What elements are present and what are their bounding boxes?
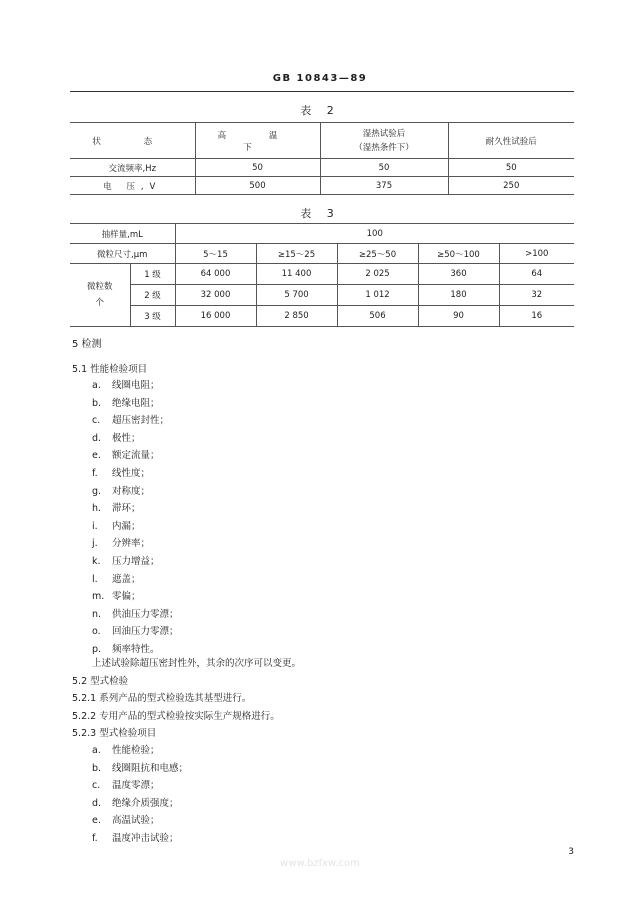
list-item: o. 回油压力零漂；	[92, 626, 179, 638]
table2-row-label: 电 压,V	[70, 177, 195, 195]
table3-size: >100	[499, 244, 574, 264]
table3	[70, 223, 574, 327]
list-item: g. 对称度；	[92, 485, 151, 497]
list-item: d. 绝缘介质强度；	[92, 797, 179, 809]
list-item: a. 线圈电阻；	[92, 380, 160, 391]
list-item: n. 供油压力零漂；	[92, 608, 179, 620]
table3-size: ≥25～50	[337, 244, 418, 264]
header-rule	[70, 91, 574, 92]
table3-count-label: 微粒数 个	[70, 264, 130, 327]
list-item: c. 温度零漂；	[92, 780, 160, 792]
table3-grade: 1 级	[130, 264, 175, 285]
table3-cell: 2 850	[256, 306, 337, 327]
list-item: e. 高温试验；	[92, 815, 160, 827]
watermark: www.bzfxw.com	[280, 858, 360, 869]
table3-cell: 5 700	[256, 285, 337, 306]
table3-size: 5～15	[175, 244, 256, 264]
table3-cell: 90	[418, 306, 499, 327]
list-item: i. 内漏；	[92, 520, 141, 532]
table2-cell: 500	[195, 177, 320, 195]
list-item: j. 分辨率；	[92, 538, 151, 550]
list-item: a. 性能检验；	[92, 745, 160, 756]
list-item: f. 线性度；	[92, 467, 151, 479]
table3-cell: 506	[337, 306, 418, 327]
table3-cell: 180	[418, 285, 499, 306]
table2-cell: 375	[320, 177, 448, 195]
table3-cell: 32	[499, 285, 574, 306]
table2-header-damp: 湿热试验后 （湿热条件下）	[320, 123, 448, 159]
section-5-1-note: 上述试验除超压密封性外，其余的次序可以变更。	[92, 658, 302, 669]
table2-cell: 50	[448, 159, 574, 177]
table3-cell: 16	[499, 306, 574, 327]
section-5-1-list	[92, 377, 179, 659]
table3-cell: 64 000	[175, 264, 256, 285]
table2-header-state: 状 态	[70, 123, 195, 159]
list-item: e. 额定流量；	[92, 450, 160, 462]
list-item: h. 滞环；	[92, 503, 141, 515]
table3-cell: 2 025	[337, 264, 418, 285]
list-item: b. 绝缘电阻；	[92, 397, 160, 409]
list-item: m. 零偏；	[92, 591, 141, 603]
table3-sample-value: 100	[175, 224, 574, 244]
table3-cell: 11 400	[256, 264, 337, 285]
table3-caption: 表 3	[300, 207, 340, 220]
table3-cell: 360	[418, 264, 499, 285]
list-item: k. 压力增益；	[92, 555, 160, 567]
table2-row-label: 交流频率,Hz	[70, 159, 195, 177]
table2-cell: 50	[320, 159, 448, 177]
list-item: b. 线圈阻抗和电感；	[92, 762, 189, 774]
list-item: c. 超压密封性；	[92, 415, 170, 427]
section-5-2-3-list	[92, 742, 188, 848]
table3-grade: 3 级	[130, 306, 175, 327]
section-5-2-3: 5.2.3 型式检验项目	[72, 728, 157, 739]
table3-size: ≥50～100	[418, 244, 499, 264]
section-5-2-1: 5.2.1 系列产品的型式检验选其基型进行。	[72, 693, 252, 704]
table3-size-label: 微粒尺寸,μm	[70, 244, 175, 264]
table2-cell: 50	[195, 159, 320, 177]
list-item: p. 频率特性。	[92, 643, 160, 655]
table2-header-durability: 耐久性试验后	[448, 123, 574, 159]
table2	[70, 122, 574, 195]
section-5-2-2: 5.2.2 专用产品的型式检验按实际生产规格进行。	[72, 711, 280, 722]
table3-cell: 64	[499, 264, 574, 285]
table3-cell: 32 000	[175, 285, 256, 306]
page-number: 3	[568, 847, 574, 857]
table2-header-hightemp: 高 温 下	[195, 123, 320, 159]
section-5-title: 5 检测	[72, 339, 102, 350]
list-item: d. 极性；	[92, 432, 141, 444]
table2-cell: 250	[448, 177, 574, 195]
table2-caption: 表 2	[300, 104, 340, 117]
document-header: GB 10843—89	[272, 73, 368, 84]
table3-grade: 2 级	[130, 285, 175, 306]
section-5-2-title: 5.2 型式检验	[72, 676, 129, 687]
table3-cell: 1 012	[337, 285, 418, 306]
table3-cell: 16 000	[175, 306, 256, 327]
section-5-1-title: 5.1 性能检验项目	[72, 364, 148, 375]
table3-sample-label: 抽样量,mL	[70, 224, 175, 244]
list-item: l. 遮盖；	[92, 573, 141, 585]
list-item: f. 温度冲击试验；	[92, 832, 179, 844]
table3-size: ≥15～25	[256, 244, 337, 264]
